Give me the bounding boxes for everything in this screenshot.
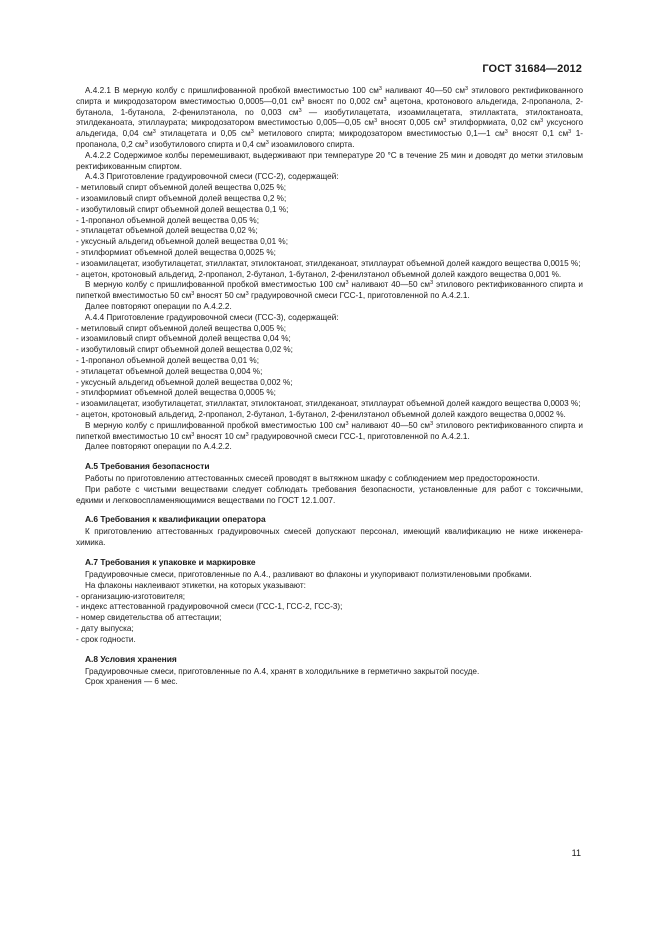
list-item: - метиловый спирт объемной долей вещества 0,025 %; — [76, 183, 287, 193]
paragraph-a7-1: Градуировочные смеси, приготовленные по А.4., разливают во флаконы и укупоривают полиэтиленовыми пробками. — [85, 570, 532, 580]
section-title-a6: А.6 Требования к квалификации оператора — [85, 514, 266, 525]
section-title-a7: А.7 Требования к упаковке и маркировке — [85, 557, 256, 568]
paragraph-a422: А.4.2.2 Содержимое колбы перемешивают, выдерживают при температуре 20 °С в течение 25 мин и доводят до метки этиловым ректификованным спиртом. — [76, 150, 583, 171]
list-item: - уксусный альдегид объемной долей вещества 0,01 %; — [76, 237, 288, 247]
list-item: - этилацетат объемной долей вещества 0,02 %; — [76, 226, 258, 236]
paragraph-a44-flask: В мерную колбу с пришлифованной пробкой вместимостью 100 $см^3$ наливают 40—50 $см^3$ этилового ректификованного спирта и пипеткой вместимостью 10 $см^3$ вносят 10 $см^3$ градуировочной смеси ГСС-1, приготовленной по А.4.2.1. — [76, 420, 583, 441]
list-item: - дату выпуска; — [76, 624, 134, 634]
page-number: 11 — [571, 848, 581, 858]
paragraph-a8-1: Градуировочные смеси, приготовленные по А.4, хранят в холодильнике в герметично закрытой посуде. — [85, 666, 480, 676]
list-item: - ацетон, кротоновый альдегид, 2-пропанол, 2-бутанол, 1-бутанол, 2-фенилэтанол объемной долей каждого вещества 0,001 %. — [76, 269, 562, 279]
list-item: - изоамилацетат, изобутилацетат, этиллактат, этилоктаноат, этилдеканоат, этиллаурат объемной долей каждого вещества 0,0003 %; — [76, 399, 581, 409]
document-header: ГОСТ 31684—2012 — [482, 63, 582, 75]
list-item: - изоамиловый спирт объемной долей вещества 0,2 %; — [76, 193, 287, 203]
section-title-a8: А.8 Условия хранения — [85, 653, 177, 664]
list-item: - этилформиат объемной долей вещества 0,0025 %; — [76, 247, 276, 257]
list-a7 — [76, 592, 583, 646]
document-body — [76, 86, 583, 688]
list-item: - срок годности. — [76, 634, 136, 644]
list-item: - индекс аттестованной градуировочной смеси (ГСС-1, ГСС-2, ГСС-3); — [76, 602, 343, 612]
list-a44 — [76, 324, 583, 421]
list-a43 — [76, 183, 583, 280]
paragraph-a6-1: К приготовлению аттестованных градуировочных смесей допускают персонал, имеющий квалификацию не ниже инженера-химика. — [76, 527, 583, 548]
section-title-a5: А.5 Требования безопасности — [85, 461, 210, 472]
paragraph-a43-repeat: Далее повторяют операции по А.4.2.2. — [85, 301, 232, 311]
list-item: - этилацетат объемной долей вещества 0,004 %; — [76, 366, 263, 376]
list-item: - изоамиловый спирт объемной долей вещества 0,04 %; — [76, 334, 291, 344]
list-item: - изобутиловый спирт объемной долей вещества 0,02 %; — [76, 345, 293, 355]
list-item: - 1-пропанол объемной долей вещества 0,01 %; — [76, 355, 259, 365]
paragraph-a44-repeat: Далее повторяют операции по А.4.2.2. — [85, 442, 232, 452]
list-item: - ацетон, кротоновый альдегид, 2-пропанол, 2-бутанол, 1-бутанол, 2-фенилэтанол объемной долей каждого вещества 0,0002 %. — [76, 409, 566, 419]
list-item: - уксусный альдегид объемной долей вещества 0,002 %; — [76, 377, 293, 387]
paragraph-a421: А.4.2.1 В мерную колбу с пришлифованной пробкой вместимостью 100 $см^3$ наливают 40—50 $см^3$ этилового ректификованного спирта и микродозатором вместимостью 0,0005—0,01 $см^3$ вносят по 0,002 $см^3$ ацетона, кротонового альдегида, 2-пропанола, 2-бутанола, 1-бутанола, 2-фенилэтанола, по 0,003 $см^3$ — изобутилацетата, изоамилацетата, этиллактата, этилоктаноата, этилдеканоата, этиллаурата; микродозатором вместимостью 0,005—0,05 $см^3$ вносят 0,005 $см^3$ этилформиата, 0,02 $см^3$ уксусного альдегида, 0,04 $см^3$ этилацетата и 0,05 $см^3$ метилового спирта; микродозатором вместимостью 0,1—1 $см^3$ вносят 0,1 $см^3$ 1-пропанола, 0,2 $см^3$ изобутилового спирта и 0,4 $см^3$ изоамилового спирта. — [76, 86, 584, 149]
paragraph-a7-2: На флаконы наклеивают этикетки, на которых указывают: — [85, 580, 306, 590]
list-item: - изоамилацетат, изобутилацетат, этиллактат, этилоктаноат, этилдеканоат, этиллаурат объемной долей каждого вещества 0,0015 %; — [76, 258, 581, 268]
paragraph-a44-intro: А.4.4 Приготовление градуировочной смеси (ГСС-3), содержащей: — [85, 312, 339, 322]
paragraph-a8-2: Срок хранения — 6 мес. — [85, 677, 178, 687]
paragraph-a43-flask: В мерную колбу с пришлифованной пробкой вместимостью 100 $см^3$ наливают 40—50 $см^3$ этилового ректификованного спирта и пипеткой вместимостью 50 $см^3$ вносят 50 $см^3$ градуировочной смеси ГСС-1, приготовленной по А.4.2.1. — [76, 280, 583, 301]
paragraph-a5-1: Работы по приготовлению аттестованных смесей проводят в вытяжном шкафу с соблюдением мер предосторожности. — [85, 474, 540, 484]
list-item: - номер свидетельства об аттестации; — [76, 613, 222, 623]
list-item: - организацию-изготовителя; — [76, 591, 186, 601]
list-item: - 1-пропанол объемной долей вещества 0,05 %; — [76, 215, 259, 225]
list-item: - этилформиат объемной долей вещества 0,0005 %; — [76, 388, 276, 398]
list-item: - изобутиловый спирт объемной долей вещества 0,1 %; — [76, 204, 289, 214]
paragraph-a43-intro: А.4.3 Приготовление градуировочной смеси (ГСС-2), содержащей: — [85, 172, 339, 182]
paragraph-a5-2: При работе с чистыми веществами следует соблюдать требования безопасности, установленные для работ с токсичными, едкими и легковоспламеняющимися веществами по ГОСТ 12.1.007. — [76, 484, 583, 505]
list-item: - метиловый спирт объемной долей вещества 0,005 %; — [76, 323, 287, 333]
